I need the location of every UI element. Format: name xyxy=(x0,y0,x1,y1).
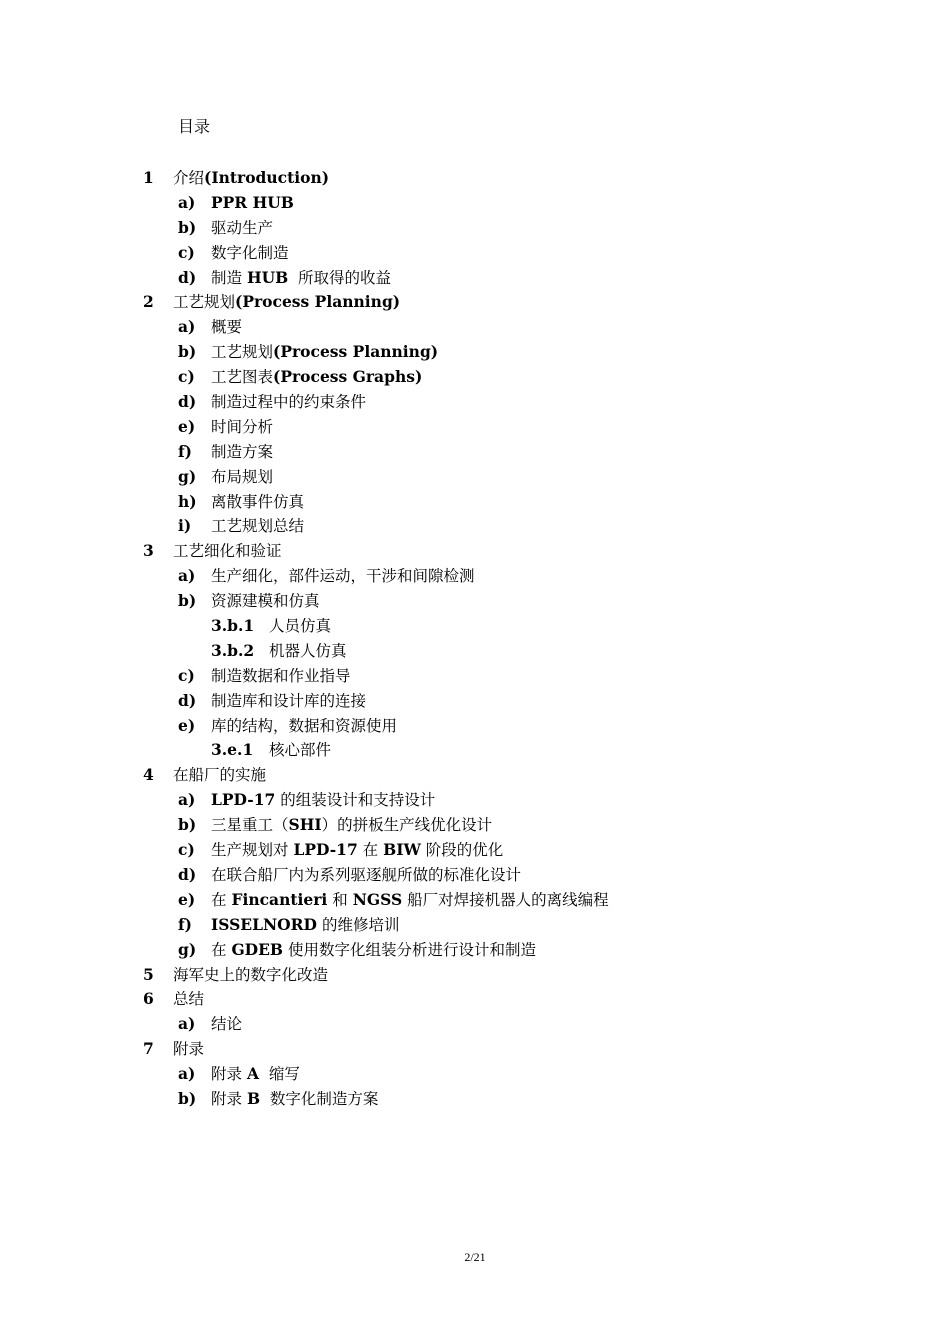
toc-entry xyxy=(0,290,950,315)
toc-entry-text-part: 附录 xyxy=(211,1065,247,1084)
toc-entry xyxy=(0,1037,950,1062)
toc-entry-title xyxy=(173,763,266,788)
toc-entry-text-part: 在船厂的实施 xyxy=(173,766,267,785)
toc-entry-text-part: 概要 xyxy=(211,318,243,337)
toc-entry xyxy=(0,564,950,589)
toc-entry xyxy=(0,216,950,241)
toc-entry-text-part: 数字化制造方案 xyxy=(260,1089,379,1108)
toc-entry-title xyxy=(211,838,503,863)
toc-entry-title xyxy=(173,166,329,191)
toc-entry xyxy=(0,614,950,639)
toc-entry-number: a) xyxy=(178,790,196,810)
toc-entry-text-part: 布局规划 xyxy=(211,467,274,486)
toc-entry-text-part: 船厂对焊接机器人的离线编程 xyxy=(402,890,609,909)
toc-entry-text-part: (Process Planning) xyxy=(273,342,439,362)
toc-entry xyxy=(0,415,950,440)
toc-entry-number: 5 xyxy=(143,964,154,984)
toc-entry-number: 3.b.2 xyxy=(211,640,255,660)
toc-entry-number: 7 xyxy=(143,1039,154,1059)
toc-entry-title xyxy=(211,191,294,216)
toc-entry-title xyxy=(211,465,273,490)
toc-entry-text-part: 时间分析 xyxy=(211,417,274,436)
toc-entry xyxy=(0,838,950,863)
toc-entry-number: f) xyxy=(178,914,193,934)
toc-entry-number: e) xyxy=(178,416,196,436)
toc-entry-title xyxy=(211,1087,378,1112)
toc-entry-text-part: 生产细化，部件运动，干涉和间隙检测 xyxy=(211,567,475,586)
toc-entry-text-part: 制造过程中的约束条件 xyxy=(211,393,367,412)
toc-entry xyxy=(0,813,950,838)
toc-entry-text-part: 离散事件仿真 xyxy=(211,492,305,511)
toc-entry-text-part: A xyxy=(246,1064,259,1084)
toc-entry-text-part: 制造数据和作业指导 xyxy=(211,666,351,685)
toc-entry-text-part: 的维修培训 xyxy=(317,915,400,934)
toc-entry-text-part: 驱动生产 xyxy=(211,218,274,237)
toc-entry-text-part: BIW xyxy=(383,840,421,860)
toc-entry xyxy=(0,639,950,664)
toc-entry-number: b) xyxy=(178,342,197,362)
toc-entry-number: 3.b.1 xyxy=(211,616,255,636)
toc-entry-text-part: 生产规划对 xyxy=(211,841,294,860)
page-title: 目录 xyxy=(178,117,211,136)
toc-entry-text-part: 工艺细化和验证 xyxy=(173,542,282,561)
toc-entry-number: a) xyxy=(178,1064,196,1084)
toc-entry-title xyxy=(211,664,351,689)
toc-entry-text-part: 库的结构，数据和资源使用 xyxy=(211,716,398,735)
toc-entry-text-part: 机器人仿真 xyxy=(269,641,347,660)
toc-entry-text-part: 总结 xyxy=(173,990,205,1009)
toc-entry xyxy=(0,863,950,888)
toc-entry xyxy=(0,1087,950,1112)
toc-entry-text-part: 缩写 xyxy=(258,1065,300,1084)
toc-entry-title xyxy=(211,888,609,913)
toc-entry-text-part: LPD-17 xyxy=(211,790,276,810)
toc-entry-title xyxy=(269,639,347,664)
toc-entry-text-part: ）的拼板生产线优化设计 xyxy=(321,816,493,835)
toc-entry-text-part: ISSELNORD xyxy=(211,914,318,934)
toc-entry-text-part: 在联合船厂内为系列驱逐舰所做的标准化设计 xyxy=(211,865,522,884)
toc-entry-title xyxy=(211,689,366,714)
toc-entry-number: 4 xyxy=(143,765,154,785)
toc-entry xyxy=(0,788,950,813)
toc-entry-title xyxy=(211,863,521,888)
toc-entry xyxy=(0,738,950,763)
toc-entry-title xyxy=(269,614,331,639)
toc-entry xyxy=(0,191,950,216)
toc-entry xyxy=(0,490,950,515)
toc-entry-title xyxy=(211,440,273,465)
toc-entry xyxy=(0,365,950,390)
toc-entry-number: 6 xyxy=(143,989,154,1009)
toc-entry-title xyxy=(211,813,492,838)
toc-entry xyxy=(0,714,950,739)
toc-entry-text-part: 在 xyxy=(211,940,232,959)
toc-entry-title xyxy=(211,415,273,440)
toc-entry xyxy=(0,266,950,291)
toc-entry xyxy=(0,689,950,714)
toc-entry-text-part: 附录 xyxy=(173,1040,205,1059)
toc-entry-number: d) xyxy=(178,267,197,287)
toc-entry-number: i) xyxy=(178,516,192,536)
toc-entry-text-part: 附录 xyxy=(211,1089,247,1108)
toc-entry-text-part: 资源建模和仿真 xyxy=(211,592,320,611)
toc-entry-text-part: 核心部件 xyxy=(269,741,332,760)
toc-entry-title xyxy=(211,564,475,589)
toc-entry-text-part: 工艺规划总结 xyxy=(211,517,305,536)
toc-entry xyxy=(0,938,950,963)
toc-entry-number: 1 xyxy=(143,168,154,187)
toc-entry-number: a) xyxy=(178,192,196,212)
toc-entry xyxy=(0,1062,950,1087)
toc-entry-text-part: 制造方案 xyxy=(211,442,274,461)
toc-entry-text-part: 介绍 xyxy=(173,169,205,187)
toc-entry-text-part: 结论 xyxy=(211,1015,243,1034)
toc-entry-title xyxy=(211,514,304,539)
toc-entry-title xyxy=(211,216,273,241)
toc-entry-title xyxy=(211,241,289,266)
toc-entry-text-part: Fincantieri xyxy=(231,889,328,909)
toc-entry-text-part: SHI xyxy=(288,815,322,835)
toc-entry-text-part: 三星重工（ xyxy=(211,816,289,835)
toc-entry xyxy=(0,664,950,689)
toc-entry-title xyxy=(211,365,422,390)
toc-entry-text-part: 在 xyxy=(211,890,232,909)
toc-entry-title xyxy=(211,1012,242,1037)
toc-entry-title xyxy=(173,963,328,988)
toc-entry xyxy=(0,888,950,913)
toc-entry-text-part: 工艺图表 xyxy=(211,368,274,387)
toc-entry-number: e) xyxy=(178,889,196,909)
toc-entry-title xyxy=(269,738,331,763)
toc-entry-text-part: (Process Planning) xyxy=(235,292,401,312)
toc-entry xyxy=(0,514,950,539)
toc-entry-text-part: B xyxy=(246,1088,261,1108)
toc-entry xyxy=(0,589,950,614)
toc-entry-text-part: 工艺规划 xyxy=(173,293,236,312)
toc-entry-number: a) xyxy=(178,566,196,586)
toc-entry xyxy=(0,539,950,564)
toc-entry-text-part: 在 xyxy=(357,841,384,860)
toc-entry-text-part: GDEB xyxy=(231,939,284,959)
toc-entry-title xyxy=(211,938,536,963)
toc-entry xyxy=(0,315,950,340)
toc-entry xyxy=(0,390,950,415)
toc-entry-text-part: 人员仿真 xyxy=(269,617,332,636)
toc-entry-title xyxy=(211,788,435,813)
toc-entry-number: b) xyxy=(178,1088,197,1108)
toc-entry xyxy=(0,340,950,365)
toc-entry-text-part: 所取得的收益 xyxy=(288,268,392,287)
toc-entry-title xyxy=(211,1062,300,1087)
toc-entry-text-part: 和 xyxy=(327,890,353,909)
toc-entry-title xyxy=(211,266,391,291)
toc-entry-text-part: 使用数字化组装分析进行设计和制造 xyxy=(283,940,536,959)
toc-entry xyxy=(0,963,950,988)
toc-entry xyxy=(0,763,950,788)
toc-entry-number: h) xyxy=(178,491,197,511)
toc-entry-number: 3 xyxy=(143,541,154,561)
toc-entry-title xyxy=(173,1037,204,1062)
toc-entry-text-part: 的组装设计和支持设计 xyxy=(275,791,436,810)
toc-entry-text-part: (Introduction) xyxy=(204,168,330,187)
toc-entry-title xyxy=(173,539,282,564)
toc-entry-title xyxy=(173,987,204,1012)
toc-entry-number: b) xyxy=(178,815,197,835)
toc-entry-number: 3.e.1 xyxy=(211,740,254,760)
page-number: 2/21 xyxy=(464,1250,486,1264)
toc-entry-title xyxy=(211,340,438,365)
toc-entry-title xyxy=(211,714,397,739)
toc-entry-text-part: 工艺规划 xyxy=(211,343,274,362)
toc-entry-text-part: (Process Graphs) xyxy=(273,367,423,387)
toc-entry-title xyxy=(211,315,242,340)
toc-entry-number: a) xyxy=(178,317,196,337)
toc-entry xyxy=(0,440,950,465)
toc-entry-number: f) xyxy=(178,441,193,461)
toc-entry-number: c) xyxy=(178,367,195,387)
toc-entry xyxy=(0,913,950,938)
toc-entry-text-part: NGSS xyxy=(352,889,403,909)
toc-entry-number: 2 xyxy=(143,292,154,312)
toc-entry-text-part: HUB xyxy=(246,267,289,287)
toc-entry xyxy=(0,987,950,1012)
toc-entry xyxy=(0,241,950,266)
toc-entry-text-part: PPR HUB xyxy=(211,192,294,212)
toc-entry-text-part: 海军史上的数字化改造 xyxy=(173,965,329,984)
toc-entry-text-part: 阶段的优化 xyxy=(420,841,504,860)
toc-entry-number: b) xyxy=(178,217,197,237)
table-of-contents xyxy=(0,166,950,1112)
toc-entry-title xyxy=(173,290,400,315)
toc-entry-text-part: 制造库和设计库的连接 xyxy=(211,691,367,710)
toc-entry-number: d) xyxy=(178,864,197,884)
toc-entry-title xyxy=(211,490,304,515)
toc-entry xyxy=(0,1012,950,1037)
toc-entry-number: g) xyxy=(178,466,197,486)
toc-entry-number: b) xyxy=(178,591,197,611)
toc-entry-number: e) xyxy=(178,715,196,735)
toc-entry-text-part: 数字化制造 xyxy=(211,243,289,262)
toc-entry xyxy=(0,166,950,191)
toc-entry-number: a) xyxy=(178,1014,196,1034)
toc-entry-number: c) xyxy=(178,840,195,860)
toc-entry-number: g) xyxy=(178,939,197,959)
toc-entry-number: c) xyxy=(178,665,195,685)
toc-entry-title xyxy=(211,390,366,415)
toc-entry xyxy=(0,465,950,490)
toc-entry-text-part: 制造 xyxy=(211,268,247,287)
toc-entry-title xyxy=(211,589,320,614)
toc-entry-number: c) xyxy=(178,242,195,262)
toc-entry-title xyxy=(211,913,399,938)
toc-entry-text-part: LPD-17 xyxy=(293,840,358,860)
toc-entry-number: d) xyxy=(178,392,197,412)
toc-entry-number: d) xyxy=(178,690,197,710)
